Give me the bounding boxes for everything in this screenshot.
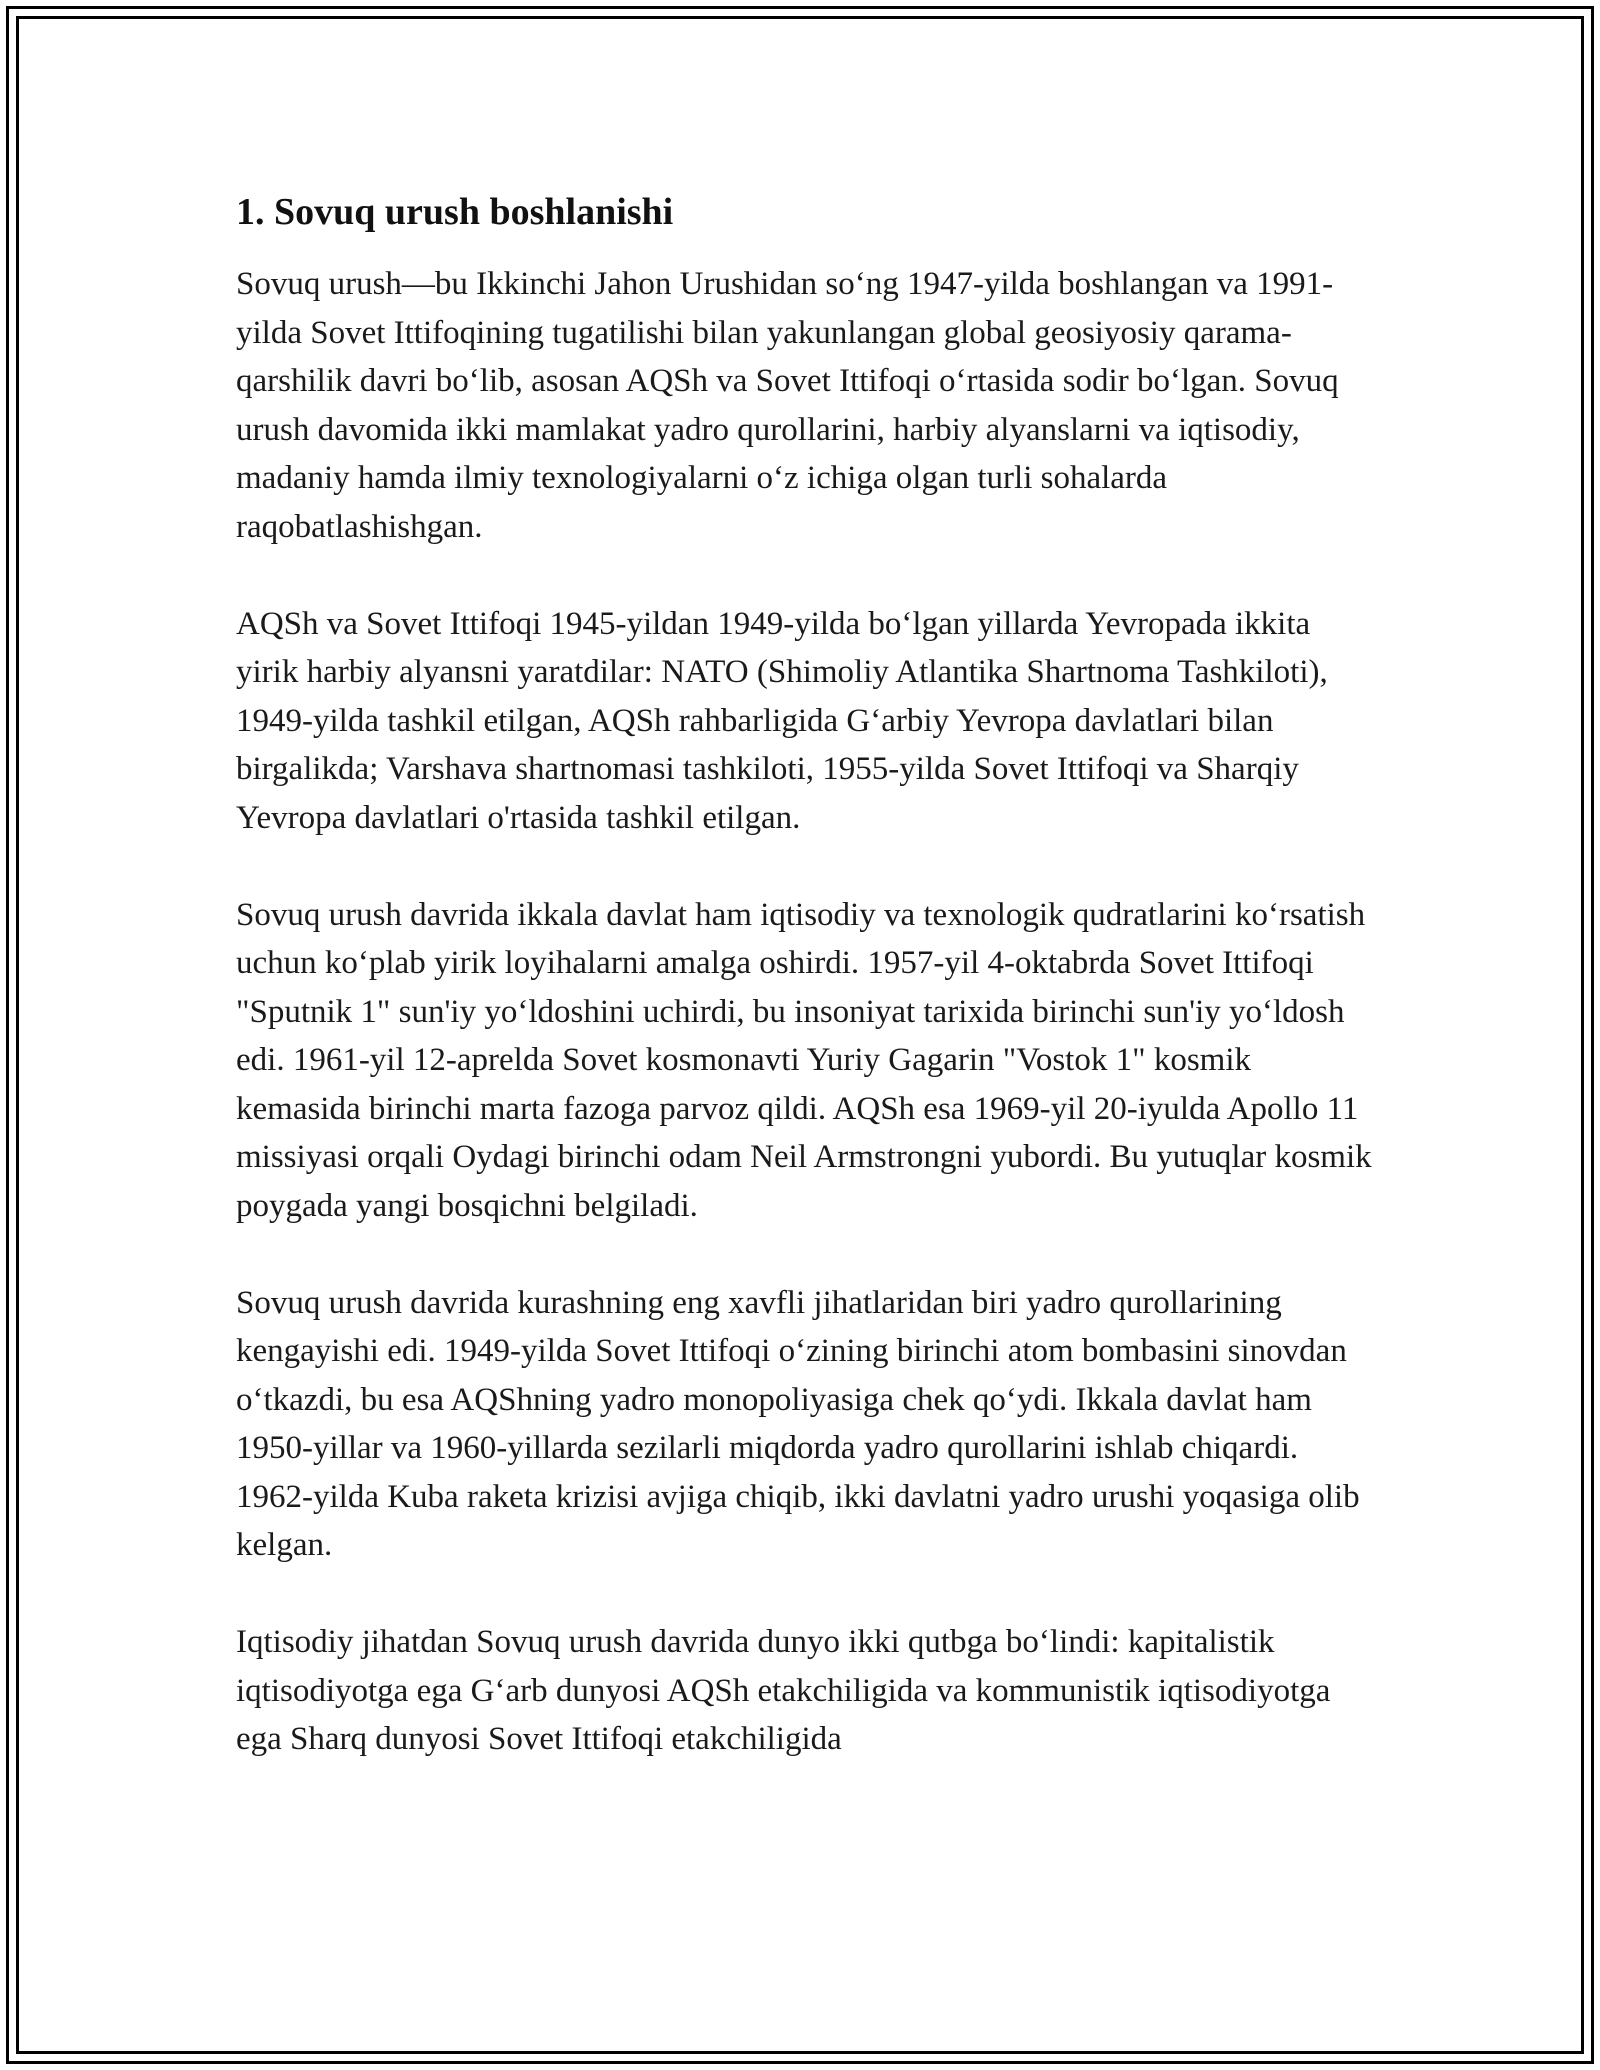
paragraph-5: Iqtisodiy jihatdan Sovuq urush davrida dunyo ikki qutbga bo‘lindi: kapitalistik iqtisodiyotga ega G‘arb dunyosi AQSh etakchiligida va kommunistik iqtisodiyotga ega Sharq dunyosi Sovet Ittifoqi etakchiligida [236,1624,1331,1757]
section-title: 1. Sovuq urush boshlanishi [236,191,674,233]
document-content [236,186,1376,1812]
paragraph-1: Sovuq urush—bu Ikkinchi Jahon Urushidan so‘ng 1947-yilda boshlangan va 1991-yilda Sovet Ittifoqining tugatilishi bilan yakunlangan global geosiyosiy qarama-qarshilik davri bo‘lib, asosan AQSh va Sovet Ittifoqi o‘rtasida sodir bo‘lgan. Sovuq urush davomida ikki mamlakat yadro qurollarini, harbiy alyanslarni va iqtisodiy, madaniy hamda ilmiy texnologiyalarni o‘z ichiga olgan turli sohalarda raqobatlashishgan. [236,266,1339,545]
paragraph-3: Sovuq urush davrida ikkala davlat ham iqtisodiy va texnologik qudratlarini ko‘rsatish uchun ko‘plab yirik loyihalarni amalga oshirdi. 1957-yil 4-oktabrda Sovet Ittifoqi "Sputnik 1" sun'iy yo‘ldoshini uchirdi, bu insoniyat tarixida birinchi sun'iy yo‘ldosh edi. 1961-yil 12-aprelda Sovet kosmonavti Yuriy Gagarin "Vostok 1" kosmik kemasida birinchi marta fazoga parvoz qildi. AQSh esa 1969-yil 20-iyulda Apollo 11 missiyasi orqali Oydagi birinchi odam Neil Armstrongni yubordi. Bu yutuqlar kosmik poygada yangi bosqichni belgiladi. [236,896,1372,1224]
paragraph-2: AQSh va Sovet Ittifoqi 1945-yildan 1949-yilda bo‘lgan yillarda Yevropada ikkita yirik harbiy alyansni yaratdilar: NATO (Shimoliy Atlantika Shartnoma Tashkiloti), 1949-yilda tashkil etilgan, AQSh rahbarligida G‘arbiy Yevropa davlatlari bilan birgalikda; Varshava shartnomasi tashkiloti, 1955-yilda Sovet Ittifoqi va Sharqiy Yevropa davlatlari o'rtasida tashkil etilgan. [236,605,1328,836]
paragraph-4: Sovuq urush davrida kurashning eng xavfli jihatlaridan biri yadro qurollarining kengayishi edi. 1949-yilda Sovet Ittifoqi o‘zining birinchi atom bombasini sinovdan o‘tkazdi, bu esa AQShning yadro monopoliyasiga chek qo‘ydi. Ikkala davlat ham 1950-yillar va 1960-yillarda sezilarli miqdorda yadro qurollarini ishlab chiqardi. 1962-yilda Kuba raketa krizisi avjiga chiqib, ikki davlatni yadro urushi yoqasiga olib kelgan. [236,1284,1360,1563]
